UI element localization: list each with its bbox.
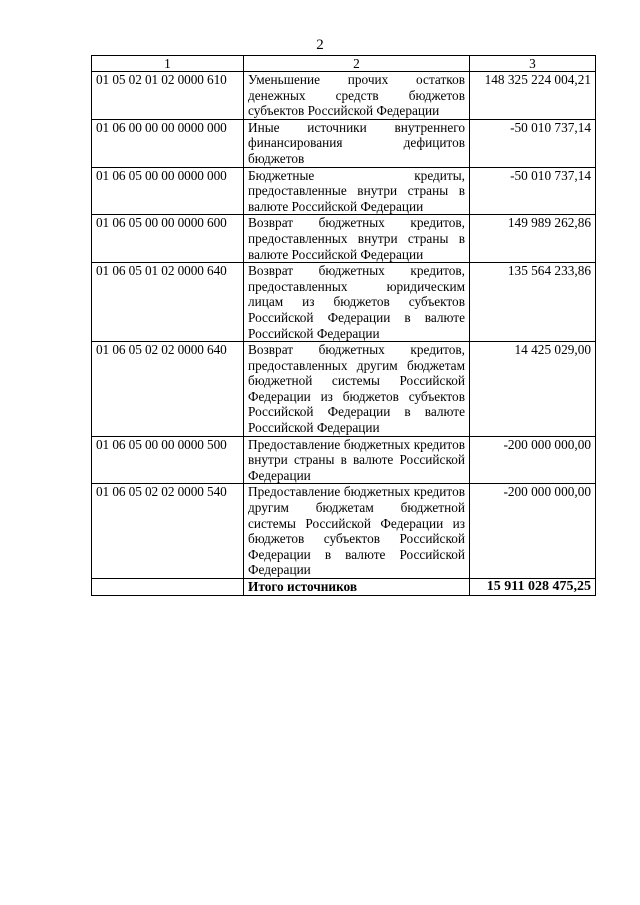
table-row xyxy=(92,119,596,167)
amount-cell: 149 989 262,86 xyxy=(470,215,596,263)
column-header-2: 2 xyxy=(244,56,470,72)
source-name-cell: Бюджетные кредиты, предоставленные внутри страны в валюте Российской Федерации xyxy=(244,167,470,215)
amount-cell: 148 325 224 004,21 xyxy=(470,72,596,120)
amount-cell: -200 000 000,00 xyxy=(470,484,596,579)
column-header-3: 3 xyxy=(470,56,596,72)
table-row xyxy=(92,263,596,342)
table-row xyxy=(92,484,596,579)
total-amount: 15 911 028 475,25 xyxy=(470,579,596,596)
amount-cell: -50 010 737,14 xyxy=(470,167,596,215)
table-row xyxy=(92,215,596,263)
total-code-cell xyxy=(92,579,244,596)
column-header-1: 1 xyxy=(92,56,244,72)
source-name-cell: Предоставление бюджетных кредитов внутри страны в валюте Российской Федерации xyxy=(244,436,470,484)
budget-code-cell: 01 06 05 00 00 0000 500 xyxy=(92,436,244,484)
total-row xyxy=(92,579,596,596)
source-name-cell: Возврат бюджетных кредитов, предоставленных внутри страны в валюте Российской Федерации xyxy=(244,215,470,263)
budget-code-cell: 01 06 05 00 00 0000 600 xyxy=(92,215,244,263)
source-name-cell: Возврат бюджетных кредитов, предоставленных юридическим лицам из бюджетов субъектов Российской Федерации в валюте Российской Федерации xyxy=(244,263,470,342)
source-name-cell: Возврат бюджетных кредитов, предоставленных другим бюджетам бюджетной системы Российской Федерации из бюджетов субъектов Российской Федерации в валюте Российской Федерации xyxy=(244,342,470,437)
budget-code-cell: 01 05 02 01 02 0000 610 xyxy=(92,72,244,120)
table-row xyxy=(92,72,596,120)
table-row xyxy=(92,167,596,215)
budget-sources-table xyxy=(91,55,596,596)
amount-cell: -200 000 000,00 xyxy=(470,436,596,484)
amount-cell: 14 425 029,00 xyxy=(470,342,596,437)
budget-code-cell: 01 06 05 01 02 0000 640 xyxy=(92,263,244,342)
budget-code-cell: 01 06 05 02 02 0000 540 xyxy=(92,484,244,579)
budget-code-cell: 01 06 00 00 00 0000 000 xyxy=(92,119,244,167)
total-label: Итого источников xyxy=(244,579,470,596)
column-number-header-row xyxy=(92,56,596,72)
table-row xyxy=(92,342,596,437)
table-row xyxy=(92,436,596,484)
amount-cell: 135 564 233,86 xyxy=(470,263,596,342)
page-number: 2 xyxy=(316,37,324,53)
amount-cell: -50 010 737,14 xyxy=(470,119,596,167)
source-name-cell: Уменьшение прочих остатков денежных средств бюджетов субъектов Российской Федерации xyxy=(244,72,470,120)
budget-code-cell: 01 06 05 02 02 0000 640 xyxy=(92,342,244,437)
source-name-cell: Предоставление бюджетных кредитов другим бюджетам бюджетной системы Российской Федерации из бюджетов субъектов Российской Федерации в валюте Российской Федерации xyxy=(244,484,470,579)
source-name-cell: Иные источники внутреннего финансирования дефицитов бюджетов xyxy=(244,119,470,167)
budget-code-cell: 01 06 05 00 00 0000 000 xyxy=(92,167,244,215)
